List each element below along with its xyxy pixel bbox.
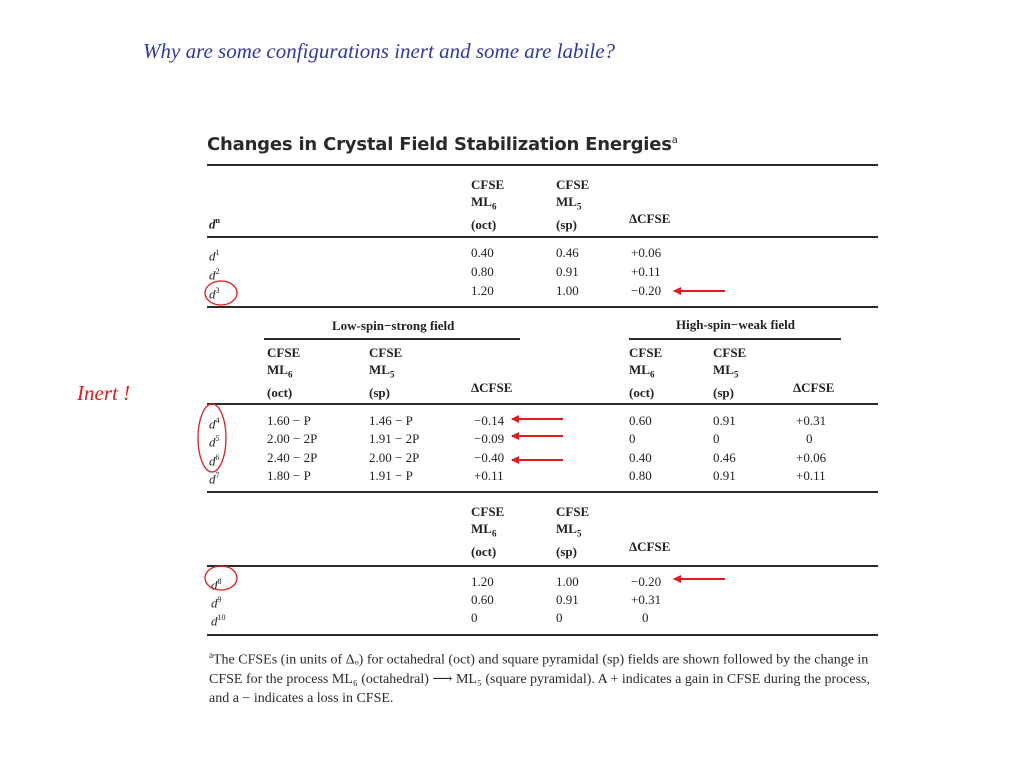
ls-oct-ml: ML [267,362,288,377]
section1-sp-1: 0.46 [556,245,579,260]
dn-letter: d [209,416,216,432]
section1-delta-3: −0.20 [631,283,662,298]
header3-sp-sub: 5 [576,528,582,539]
header3-delta: ΔCFSE [629,539,671,554]
section1-oct-2: 0.80 [471,264,494,279]
hs-header-delta: ΔCFSE [793,380,835,395]
ls-sp-6: 2.00 − 2P [369,450,420,465]
dn-letter: d [211,577,218,593]
ls-header-delta: ΔCFSE [471,380,513,395]
header-dn-sup: n [215,216,220,225]
header-sp-sub: 5 [576,201,582,212]
ls-sp-ml: ML [369,362,390,377]
ls-sp-4: 1.46 − P [369,413,413,428]
section3-oct-8: 1.20 [471,574,494,589]
header-sp-line3: (sp) [556,216,577,232]
hs-sp-6: 0.46 [713,450,736,465]
header3-sp-line3: (sp) [556,543,577,559]
ls-sp-line3: (sp) [369,384,390,400]
dn-superscript: 7 [215,471,220,480]
dn-letter: d [209,453,216,469]
section3-delta-8: −0.20 [631,574,662,589]
dn-letter: d [209,286,216,302]
circle-d8 [205,566,237,593]
footnote-text: The CFSEs (in units of Δₒ) for octahedral (oct) and square pyramidal (sp) fields are shown followed by the change in CFSE for the process ML₆ (octahedral) ⟶ ML₅ (square pyramidal). A + indicates a gain in CFSE during the process, and a − indicates a loss in CFSE. [209,652,870,706]
dn-superscript: 9 [217,595,222,604]
high-spin-title: High-spin−weak field [676,317,796,332]
ls-oct-7: 1.80 − P [267,468,311,483]
hs-sp-4: 0.91 [713,413,736,428]
hs-oct-5: 0 [629,431,636,446]
header-dn-text: d [209,216,216,232]
hs-delta-6: +0.06 [796,450,827,465]
table-title-footnote-mark: a [671,135,678,146]
section1-delta-2: +0.11 [631,264,661,279]
header-oct-ml: ML [471,194,492,209]
header3-sp-line1: CFSE [556,504,590,519]
section1-sp-3: 1.00 [556,283,579,298]
header1-delta: ΔCFSE [629,211,671,226]
section3-delta-10: 0 [642,610,649,625]
hs-sp-ml: ML [713,362,734,377]
ls-sp-line1: CFSE [369,345,403,360]
inert-annotation-label: Inert ! [77,381,131,405]
header-oct-line3: (oct) [471,216,497,232]
section1-sp-2: 0.91 [556,264,579,279]
dn-superscript: 2 [215,267,220,276]
ls-oct-sub: 6 [287,369,293,380]
hs-delta-4: +0.31 [796,413,827,428]
ls-oct-line1: CFSE [267,345,301,360]
hs-oct-7: 0.80 [629,468,652,483]
dn-superscript: 4 [215,416,220,425]
section3-sp-9: 0.91 [556,592,579,607]
hs-sp-5: 0 [713,431,720,446]
dn-letter: d [209,434,216,450]
section3-oct-9: 0.60 [471,592,494,607]
ls-oct-5: 2.00 − 2P [267,431,318,446]
ls-delta-5: −0.09 [474,431,505,446]
ls-delta-7: +0.11 [474,468,504,483]
low-spin-title: Low-spin−strong field [332,318,455,333]
circle-d4-d6 [198,404,226,472]
hs-delta-5: 0 [806,431,813,446]
header-oct-line1: CFSE [471,177,505,192]
section3-sp-8: 1.00 [556,574,579,589]
slide-title: Why are some configurations inert and some are labile? [143,39,616,63]
hs-oct-4: 0.60 [629,413,652,428]
header3-sp-ml: ML [556,521,577,536]
section3-oct-10: 0 [471,610,478,625]
header3-oct-sub: 6 [491,528,497,539]
hs-delta-7: +0.11 [796,468,826,483]
ls-sp-7: 1.91 − P [369,468,413,483]
section3-sp-10: 0 [556,610,563,625]
header3-oct-line3: (oct) [471,543,497,559]
dn-superscript: 6 [215,453,220,462]
dn-letter: d [209,471,216,487]
header-oct-sub: 6 [491,201,497,212]
hs-oct-line1: CFSE [629,345,663,360]
hs-sp-7: 0.91 [713,468,736,483]
header-sp-line1: CFSE [556,177,590,192]
circle-d3 [205,281,237,305]
footnote-mark: a [209,650,213,660]
hs-sp-line3: (sp) [713,384,734,400]
ls-sp-sub: 5 [389,369,395,380]
dn-letter: d [211,595,218,611]
dn-letter: d [211,613,218,629]
ls-oct-4: 1.60 − P [267,413,311,428]
dn-letter: d [209,248,216,264]
header3-oct-line1: CFSE [471,504,505,519]
dn-superscript: 3 [215,286,220,295]
ls-delta-6: −0.40 [474,450,505,465]
section3-delta-9: +0.31 [631,592,662,607]
hs-oct-sub: 6 [649,369,655,380]
hs-sp-line1: CFSE [713,345,747,360]
ls-oct-6: 2.40 − 2P [267,450,318,465]
dn-superscript: 1 [215,248,220,257]
table-title-text: Changes in Crystal Field Stabilization Energies [207,134,672,155]
dn-superscript: 8 [217,577,222,586]
section1-oct-1: 0.40 [471,245,494,260]
hs-sp-sub: 5 [733,369,739,380]
dn-superscript: 5 [215,434,220,443]
hs-oct-line3: (oct) [629,384,655,400]
header3-oct-ml: ML [471,521,492,536]
hs-oct-ml: ML [629,362,650,377]
dn-letter: d [209,267,216,283]
section1-delta-1: +0.06 [631,245,662,260]
dn-superscript: 10 [217,613,226,622]
header-sp-ml: ML [556,194,577,209]
section1-oct-3: 1.20 [471,283,494,298]
ls-oct-line3: (oct) [267,384,293,400]
ls-sp-5: 1.91 − 2P [369,431,420,446]
hs-oct-6: 0.40 [629,450,652,465]
ls-delta-4: −0.14 [474,413,505,428]
